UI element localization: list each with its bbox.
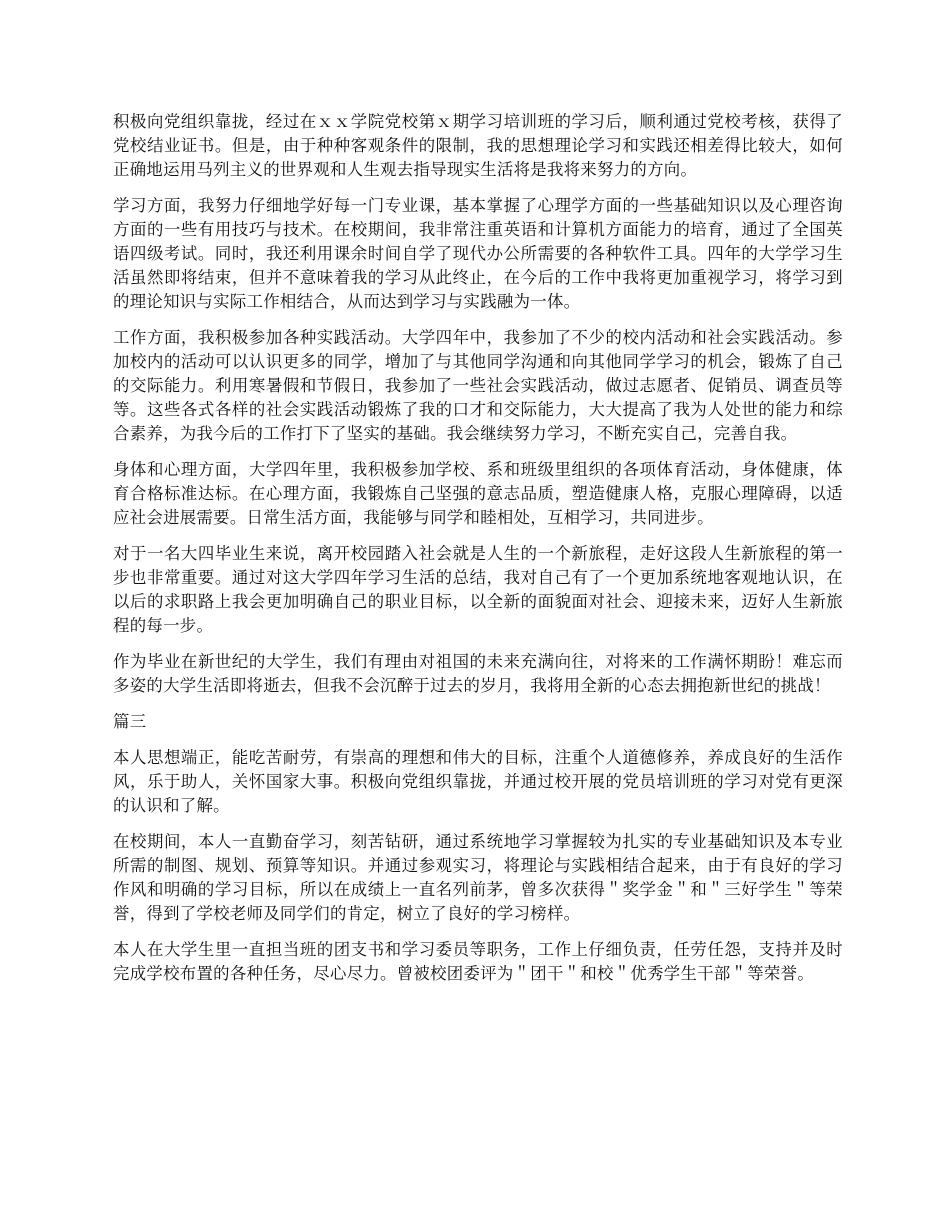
paragraph-graduate: 对于一名大四毕业生来说，离开校园踏入社会就是人生的一个新旅程，走好这段人生新旅程的第一步也非常重要。通过对这大学四年学习生活的总结，我对自己有了一个更加系统地客观地认识，在以后的求职路上我会更加明确自己的职业目标，以全新的面貌面对社会、迎接未来，迈好人生新旅程的每一步。	[113, 544, 843, 635]
paragraph-duties: 本人在大学生里一直担当班的团支书和学习委员等职务，工作上仔细负责，任劳任怨，支持并及时完成学校布置的各种任务，尽心尽力。曾被校团委评为＂团干＂和校＂优秀学生干部＂等荣誉。	[113, 940, 843, 983]
document-page	[113, 110, 843, 998]
paragraph-school-study: 在校期间，本人一直勤奋学习，刻苦钻研，通过系统地学习掌握较为扎实的专业基础知识及本专业所需的制图、规划、预算等知识。并通过参观实习，将理论与实践相结合起来，由于有良好的学习作风和明确的学习目标，所以在成绩上一直名列前茅，曾多次获得＂奖学金＂和＂三好学生＂等荣誉，得到了学校老师及同学们的肯定，树立了良好的学习榜样。	[113, 832, 843, 923]
paragraph-study: 学习方面，我努力仔细地学好每一门专业课，基本掌握了心理学方面的一些基础知识以及心理咨询方面的一些有用技巧与技术。在校期间，我非常注重英语和计算机方面能力的培育，通过了全国英语四级考试。同时，我还利用课余时间自学了现代办公所需要的各种软件工具。四年的大学学习生活虽然即将结束，但并不意味着我的学习从此终止，在今后的工作中我将更加重视学习，将学习到的理论知识与实际工作相结合，从而达到学习与实践融为一体。	[113, 196, 843, 311]
paragraph-party-study: 积极向党组织靠拢，经过在ｘｘ学院党校第ｘ期学习培训班的学习后，顺利通过党校考核，获得了党校结业证书。但是，由于种种客观条件的限制，我的思想理论学习和实践还相差得比较大，如何正确地运用马列主义的世界观和人生观去指导现实生活将是我将来努力的方向。	[113, 112, 843, 179]
paragraph-new-century: 作为毕业在新世纪的大学生，我们有理由对祖国的未来充满向往，对将来的工作满怀期盼！难忘而多姿的大学生活即将逝去，但我不会沉醉于过去的岁月，我将用全新的心态去拥抱新世纪的挑战！	[113, 652, 843, 695]
section-heading: 篇三	[113, 712, 147, 731]
paragraph-body-mind: 身体和心理方面，大学四年里，我积极参加学校、系和班级里组织的各项体育活动，身体健康，体育合格标准达标。在心理方面，我锻炼自己坚强的意志品质，塑造健康人格，克服心理障碍，以适应社会进展需要。日常生活方面，我能够与同学和睦相处，互相学习，共同进步。	[113, 460, 843, 527]
paragraph-work: 工作方面，我积极参加各种实践活动。大学四年中，我参加了不少的校内活动和社会实践活动。参加校内的活动可以认识更多的同学，增加了与其他同学沟通和向其他同学学习的机会，锻炼了自己的交际能力。利用寒暑假和节假日，我参加了一些社会实践活动，做过志愿者、促销员、调查员等等。这些各式各样的社会实践活动锻炼了我的口才和交际能力，大大提高了我为人处世的能力和综合素养，为我今后的工作打下了坚实的基础。我会继续努力学习，不断充实自己，完善自我。	[113, 328, 843, 443]
paragraph-thought: 本人思想端正，能吃苦耐劳，有崇高的理想和伟大的目标，注重个人道德修养，养成良好的生活作风，乐于助人，关怀国家大事。积极向党组织靠拢，并通过校开展的党员培训班的学习对党有更深的认识和了解。	[113, 748, 843, 815]
